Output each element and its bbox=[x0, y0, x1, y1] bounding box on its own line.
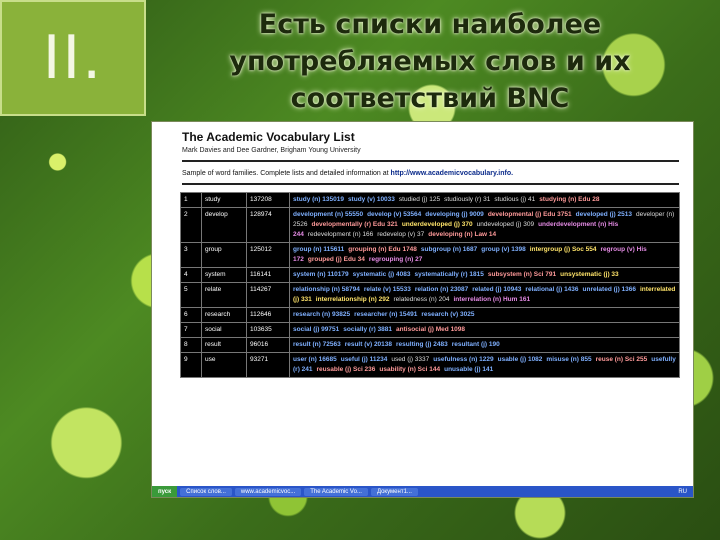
word-form: social (j) 99751 bbox=[293, 326, 340, 333]
document-authors: Mark Davies and Dee Gardner, Brigham Young University bbox=[182, 147, 361, 154]
word-form: redevelopment (n) 166 bbox=[307, 231, 374, 238]
frequency-cell: 96016 bbox=[247, 338, 290, 353]
word-form: misuse (n) 855 bbox=[546, 356, 592, 363]
taskbar-item[interactable]: www.academicvoc... bbox=[235, 488, 301, 496]
frequency-cell: 93271 bbox=[247, 353, 290, 378]
headword-cell: research bbox=[202, 308, 247, 323]
word-form: systematically (r) 1815 bbox=[414, 271, 484, 278]
word-form: developing (j) 9009 bbox=[425, 211, 484, 218]
word-form: relation (n) 23087 bbox=[414, 286, 469, 293]
headword-cell: result bbox=[202, 338, 247, 353]
word-form: studiously (r) 31 bbox=[444, 196, 491, 203]
word-form: useful (j) 11234 bbox=[340, 356, 388, 363]
word-form: reuse (n) Sci 255 bbox=[595, 356, 648, 363]
word-forms-cell bbox=[290, 323, 680, 338]
word-form: interrelation (n) Hum 161 bbox=[453, 296, 531, 303]
table-row bbox=[181, 338, 680, 353]
word-form: relatedness (n) 204 bbox=[393, 296, 450, 303]
table-row bbox=[181, 308, 680, 323]
table-row bbox=[181, 243, 680, 268]
taskbar bbox=[152, 486, 693, 497]
word-form: subgroup (n) 1687 bbox=[420, 246, 478, 253]
word-forms-cell bbox=[290, 338, 680, 353]
tray-language[interactable]: RU bbox=[678, 488, 687, 495]
headword-cell: group bbox=[202, 243, 247, 268]
word-form: unusable (j) 141 bbox=[444, 366, 494, 373]
word-form: underdeveloped (j) 370 bbox=[401, 221, 473, 228]
word-form: interrelated (j) 331 bbox=[293, 286, 676, 303]
frequency-cell: 114267 bbox=[247, 283, 290, 308]
word-form: studying (n) Edu 28 bbox=[539, 196, 600, 203]
rank-cell: 7 bbox=[181, 323, 202, 338]
table-row bbox=[181, 208, 680, 243]
word-form: study (n) 135019 bbox=[293, 196, 344, 203]
word-form: unsystematic (j) 33 bbox=[560, 271, 619, 278]
frequency-cell: 112646 bbox=[247, 308, 290, 323]
word-form: relate (v) 15533 bbox=[363, 286, 411, 293]
sample-note bbox=[182, 170, 513, 177]
word-form: usability (n) Sci 144 bbox=[379, 366, 441, 373]
word-forms-cell bbox=[290, 283, 680, 308]
headword-cell: use bbox=[202, 353, 247, 378]
vocabulary-table bbox=[180, 192, 680, 378]
word-forms-cell bbox=[290, 243, 680, 268]
rank-cell: 5 bbox=[181, 283, 202, 308]
word-form: researcher (n) 15491 bbox=[354, 311, 418, 318]
table-row bbox=[181, 283, 680, 308]
word-form: developed (j) 2513 bbox=[575, 211, 632, 218]
sample-link[interactable]: http://www.academicvocabulary.info. bbox=[390, 170, 514, 177]
word-form: antisocial (j) Med 1098 bbox=[396, 326, 466, 333]
word-form: result (n) 72563 bbox=[293, 341, 341, 348]
word-form: development (n) 55550 bbox=[293, 211, 364, 218]
headword-cell: system bbox=[202, 268, 247, 283]
word-form: studied (j) 125 bbox=[398, 196, 441, 203]
word-forms-cell bbox=[290, 193, 680, 208]
frequency-cell: 137208 bbox=[247, 193, 290, 208]
rank-cell: 1 bbox=[181, 193, 202, 208]
word-form: redevelop (v) 37 bbox=[377, 231, 425, 238]
start-button[interactable]: пуск bbox=[152, 486, 177, 497]
word-form: result (v) 20138 bbox=[344, 341, 393, 348]
slide-number-box bbox=[0, 0, 146, 116]
word-form: relational (j) 1436 bbox=[525, 286, 579, 293]
word-form: grouping (n) Edu 1748 bbox=[348, 246, 417, 253]
word-form: develop (v) 53564 bbox=[367, 211, 422, 218]
rank-cell: 3 bbox=[181, 243, 202, 268]
word-form: socially (r) 3881 bbox=[343, 326, 393, 333]
word-form: research (v) 3025 bbox=[421, 311, 475, 318]
word-form: usefully (r) 241 bbox=[293, 356, 676, 373]
word-form: systematic (j) 4083 bbox=[352, 271, 411, 278]
word-form: developmentally (r) Edu 321 bbox=[311, 221, 398, 228]
word-form: group (v) 1398 bbox=[481, 246, 526, 253]
headword-cell: study bbox=[202, 193, 247, 208]
word-form: usable (j) 1082 bbox=[497, 356, 543, 363]
headword-cell: relate bbox=[202, 283, 247, 308]
word-form: developer (n) 2526 bbox=[293, 211, 675, 228]
word-form: resultant (j) 190 bbox=[451, 341, 500, 348]
word-form: interrelationship (n) 292 bbox=[315, 296, 390, 303]
word-form: undeveloped (j) 309 bbox=[476, 221, 535, 228]
word-forms-cell bbox=[290, 268, 680, 283]
table-row bbox=[181, 268, 680, 283]
word-form: used (j) 3337 bbox=[391, 356, 430, 363]
embedded-screenshot bbox=[151, 121, 694, 498]
word-form: studious (j) 41 bbox=[494, 196, 536, 203]
table-row bbox=[181, 353, 680, 378]
rank-cell: 9 bbox=[181, 353, 202, 378]
word-form: user (n) 16685 bbox=[293, 356, 337, 363]
word-form: study (v) 10033 bbox=[347, 196, 395, 203]
table-row bbox=[181, 193, 680, 208]
word-form: system (n) 110179 bbox=[293, 271, 349, 278]
word-form: developmental (j) Edu 3751 bbox=[487, 211, 572, 218]
word-form: relationship (n) 58794 bbox=[293, 286, 360, 293]
divider bbox=[182, 160, 679, 162]
rank-cell: 4 bbox=[181, 268, 202, 283]
rank-cell: 2 bbox=[181, 208, 202, 243]
taskbar-item[interactable]: Документ1... bbox=[371, 488, 418, 496]
word-form: subsystem (n) Sci 791 bbox=[487, 271, 557, 278]
word-form: developing (n) Law 14 bbox=[428, 231, 497, 238]
frequency-cell: 128974 bbox=[247, 208, 290, 243]
word-forms-cell bbox=[290, 208, 680, 243]
word-form: resulting (j) 2483 bbox=[396, 341, 448, 348]
word-form: intergroup (j) Soc 554 bbox=[529, 246, 597, 253]
word-form: regroup (v) His 172 bbox=[293, 246, 647, 263]
word-form: research (n) 93825 bbox=[293, 311, 351, 318]
rank-cell: 8 bbox=[181, 338, 202, 353]
frequency-cell: 125012 bbox=[247, 243, 290, 268]
word-form: grouped (j) Edu 34 bbox=[307, 256, 365, 263]
taskbar-item[interactable]: The Academic Vo... bbox=[304, 488, 368, 496]
document-title: The Academic Vocabulary List bbox=[182, 130, 355, 144]
sample-prefix: Sample of word families. Complete lists and detailed information at bbox=[182, 170, 391, 177]
rank-cell: 6 bbox=[181, 308, 202, 323]
word-form: underdevelopment (n) His 244 bbox=[293, 221, 619, 238]
word-forms-cell bbox=[290, 308, 680, 323]
word-forms-cell bbox=[290, 353, 680, 378]
slide-number: II. bbox=[42, 23, 104, 93]
word-form: regrouping (n) 27 bbox=[368, 256, 423, 263]
word-form: reusable (j) Sci 236 bbox=[316, 366, 376, 373]
word-form: group (n) 115611 bbox=[293, 246, 345, 253]
divider bbox=[182, 183, 679, 185]
taskbar-item[interactable]: Список слов... bbox=[180, 488, 232, 496]
word-form: related (j) 10943 bbox=[472, 286, 522, 293]
frequency-cell: 116141 bbox=[247, 268, 290, 283]
headword-cell: develop bbox=[202, 208, 247, 243]
word-form: usefulness (n) 1229 bbox=[433, 356, 494, 363]
headword-cell: social bbox=[202, 323, 247, 338]
table-row bbox=[181, 323, 680, 338]
slide-title: Есть списки наиболее употребляемых слов и их соответствий BNC bbox=[229, 9, 631, 114]
frequency-cell: 103635 bbox=[247, 323, 290, 338]
word-form: unrelated (j) 1366 bbox=[582, 286, 636, 293]
